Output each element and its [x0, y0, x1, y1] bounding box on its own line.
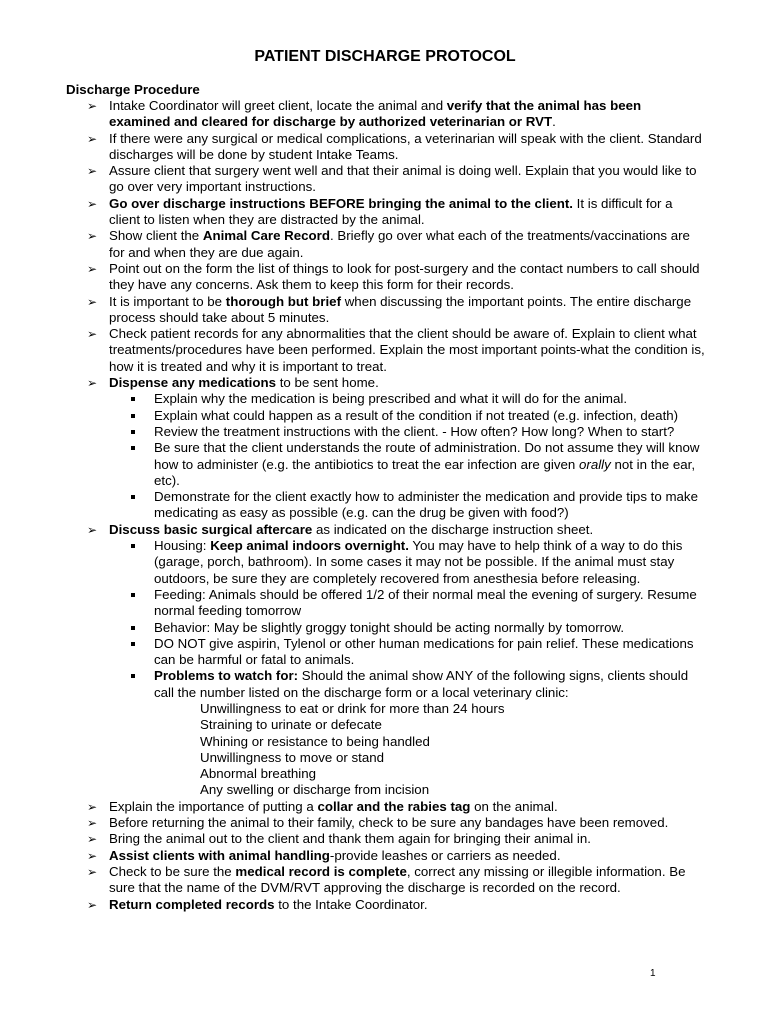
- text-run: Explain what could happen as a result of the condition if not treated (e.g. infection, death): [154, 407, 679, 423]
- text-run: Keep animal indoors overnight.: [210, 538, 409, 554]
- text-run: Check to be sure the: [109, 863, 236, 879]
- page-number: 1: [650, 968, 656, 979]
- square-bullet-icon: [131, 626, 135, 630]
- arrow-bullet-icon: ➢: [87, 164, 98, 179]
- list-item: [0, 815, 705, 831]
- sub-list-item: [0, 440, 706, 489]
- square-bullet-icon: [131, 495, 135, 499]
- square-bullet-icon: [131, 674, 135, 678]
- text-run: as indicated on the discharge instruction sheet.: [312, 521, 594, 537]
- list-item: [0, 294, 705, 327]
- text-run: Check patient records for any abnormalities that the client should be aware of. Explain to client what treatments/procedures have been performed. Explain the most important points-what the condition is, how it is treated and why it is important to treat.: [109, 326, 705, 374]
- arrow-bullet-icon: ➢: [87, 99, 98, 113]
- list-item: [0, 897, 705, 913]
- text-run: Explain the importance of putting a: [109, 798, 318, 814]
- text-run: Demonstrate for the client exactly how to administer the medication and provide tips to make medicating as easy as possible (e.g. can the drug be given with food?): [154, 489, 698, 521]
- square-bullet-icon: [131, 414, 135, 418]
- text-run: Behavior: May be slightly groggy tonight should be acting normally by tomorrow.: [154, 619, 625, 635]
- text-run: Housing:: [154, 538, 211, 554]
- text-run: DO NOT give aspirin, Tylenol or other human medications for pain relief. These medications can be harmful or fatal to animals.: [154, 635, 694, 668]
- sub-list-item: [0, 424, 706, 440]
- text-run: Bring the animal out to the client and thank them again for bringing their animal in.: [109, 831, 591, 847]
- text-run: orally: [579, 456, 611, 472]
- text-run: Return completed records: [109, 896, 275, 912]
- list-item: [0, 799, 705, 815]
- list-item: [0, 864, 705, 897]
- arrow-bullet-icon: ➢: [87, 816, 98, 831]
- square-bullet-icon: [131, 430, 135, 434]
- warning-sign-item: Abnormal breathing: [200, 766, 317, 782]
- square-bullet-icon: [131, 544, 135, 548]
- arrow-bullet-icon: ➢: [87, 522, 98, 537]
- text-run: when discussing the important points. The entire discharge process should take about 5 minutes.: [109, 293, 692, 325]
- text-run: Review the treatment instructions with the client. - How often? How long? When to start?: [154, 423, 675, 439]
- text-run: Show client the: [109, 228, 203, 244]
- arrow-bullet-icon: ➢: [87, 799, 98, 814]
- arrow-bullet-icon: ➢: [87, 131, 98, 146]
- list-item: [0, 831, 705, 847]
- arrow-bullet-icon: ➢: [87, 261, 98, 276]
- warning-sign-item: Straining to urinate or defecate: [200, 717, 382, 733]
- text-run: thorough but brief: [225, 293, 341, 309]
- list-item: [0, 261, 705, 294]
- section-heading: Discharge Procedure: [66, 82, 200, 97]
- list-item: [0, 848, 705, 864]
- text-run: medical record is complete: [235, 863, 407, 879]
- text-run: on the animal.: [470, 798, 558, 814]
- sub-list-item: [0, 620, 706, 636]
- arrow-bullet-icon: ➢: [87, 376, 98, 391]
- arrow-bullet-icon: ➢: [87, 897, 98, 912]
- text-run: , correct any missing or illegible information. Be sure that the name of the DVM/RVT approving the discharge is recorded on the record.: [109, 863, 686, 896]
- arrow-bullet-icon: ➢: [87, 196, 98, 211]
- procedure-list: [0, 98, 770, 913]
- text-run: Be sure that the client understands the route of administration. Do not assume they will know how to administer (e.g. the antibiotics to treat the ear infection are given: [154, 440, 700, 472]
- warning-sign-item: Unwillingness to eat or drink for more than 24 hours: [200, 700, 505, 716]
- list-item: [0, 228, 705, 261]
- text-run: -provide leashes or carriers as needed.: [329, 847, 561, 863]
- text-run: It is important to be: [109, 293, 226, 309]
- arrow-bullet-icon: ➢: [87, 864, 98, 879]
- arrow-bullet-icon: ➢: [87, 229, 98, 244]
- text-run: Assure client that surgery went well and that their animal is doing well. Explain that you would like to go over very important instructions.: [109, 163, 697, 195]
- page-title: PATIENT DISCHARGE PROTOCOL: [254, 48, 516, 65]
- text-run: Problems to watch for:: [154, 668, 299, 684]
- text-run: Feeding: Animals should be offered 1/2 of their normal meal the evening of surgery. Resume normal feeding tomorrow: [154, 586, 697, 619]
- square-bullet-icon: [131, 642, 135, 646]
- text-run: collar and the rabies tag: [317, 798, 471, 814]
- arrow-bullet-icon: ➢: [87, 327, 98, 342]
- text-run: Should the animal show ANY of the following signs, clients should call the number listed on the discharge form or a local veterinary clinic:: [154, 668, 689, 700]
- text-run: Assist clients with animal handling: [109, 847, 330, 863]
- square-bullet-icon: [131, 397, 135, 401]
- text-run: Explain why the medication is being prescribed and what it will do for the animal.: [154, 391, 628, 407]
- sub-list-item: [0, 587, 706, 620]
- text-run: Animal Care Record: [202, 228, 330, 244]
- arrow-bullet-icon: ➢: [87, 832, 98, 847]
- text-run: Intake Coordinator will greet client, locate the animal and: [109, 98, 447, 113]
- list-item: [0, 131, 705, 164]
- warning-sign-item: Unwillingness to move or stand: [200, 749, 385, 765]
- list-item: [0, 98, 705, 131]
- text-run: verify that the animal has been examined and cleared for discharge by authorized veterinarian or RVT: [109, 98, 642, 130]
- text-run: .: [552, 114, 556, 130]
- sub-list-item: [0, 489, 706, 522]
- arrow-bullet-icon: ➢: [87, 848, 98, 863]
- text-run: Go over discharge instructions BEFORE bringing the animal to the client.: [109, 195, 573, 211]
- text-run: to the Intake Coordinator.: [274, 896, 428, 912]
- text-run: . Briefly go over what each of the treatments/vaccinations are for and when they are due again.: [109, 228, 690, 260]
- text-run: Dispense any medications: [109, 375, 277, 391]
- sub-list-item: [0, 538, 706, 587]
- list-item: [0, 196, 705, 229]
- square-bullet-icon: [131, 593, 135, 597]
- list-item: [0, 375, 705, 391]
- warning-sign-item: Whining or resistance to being handled: [200, 733, 430, 749]
- text-run: You may have to help think of a way to do this (garage, porch, bathroom). In some cases it may not be possible. If the animal must stay outdoors, be sure they are completely recovered from anesthesia before releasing.: [154, 538, 683, 586]
- sub-list-item: [0, 668, 706, 701]
- text-run: not in the ear, etc).: [154, 456, 696, 488]
- list-item: [0, 326, 705, 375]
- text-run: Before returning the animal to their family, check to be sure any bandages have been removed.: [109, 815, 669, 831]
- warning-sign-item: Any swelling or discharge from incision: [200, 782, 430, 798]
- text-run: If there were any surgical or medical complications, a veterinarian will speak with the client. Standard discharges will be done by student Intake Teams.: [109, 130, 702, 162]
- sub-list-item: [0, 636, 706, 669]
- text-run: It is difficult for a client to listen when they are distracted by the animal.: [109, 195, 673, 228]
- square-bullet-icon: [131, 446, 135, 450]
- sub-list-item: [0, 391, 706, 407]
- arrow-bullet-icon: ➢: [87, 294, 98, 309]
- text-run: Point out on the form the list of things to look for post-surgery and the contact numbers to call should they have any concerns. Ask them to keep this form for their records.: [109, 260, 700, 293]
- list-item: [0, 163, 705, 196]
- text-run: Discuss basic surgical aftercare: [109, 521, 313, 537]
- list-item: [0, 522, 705, 538]
- sub-list-item: [0, 408, 706, 424]
- text-run: to be sent home.: [276, 375, 379, 391]
